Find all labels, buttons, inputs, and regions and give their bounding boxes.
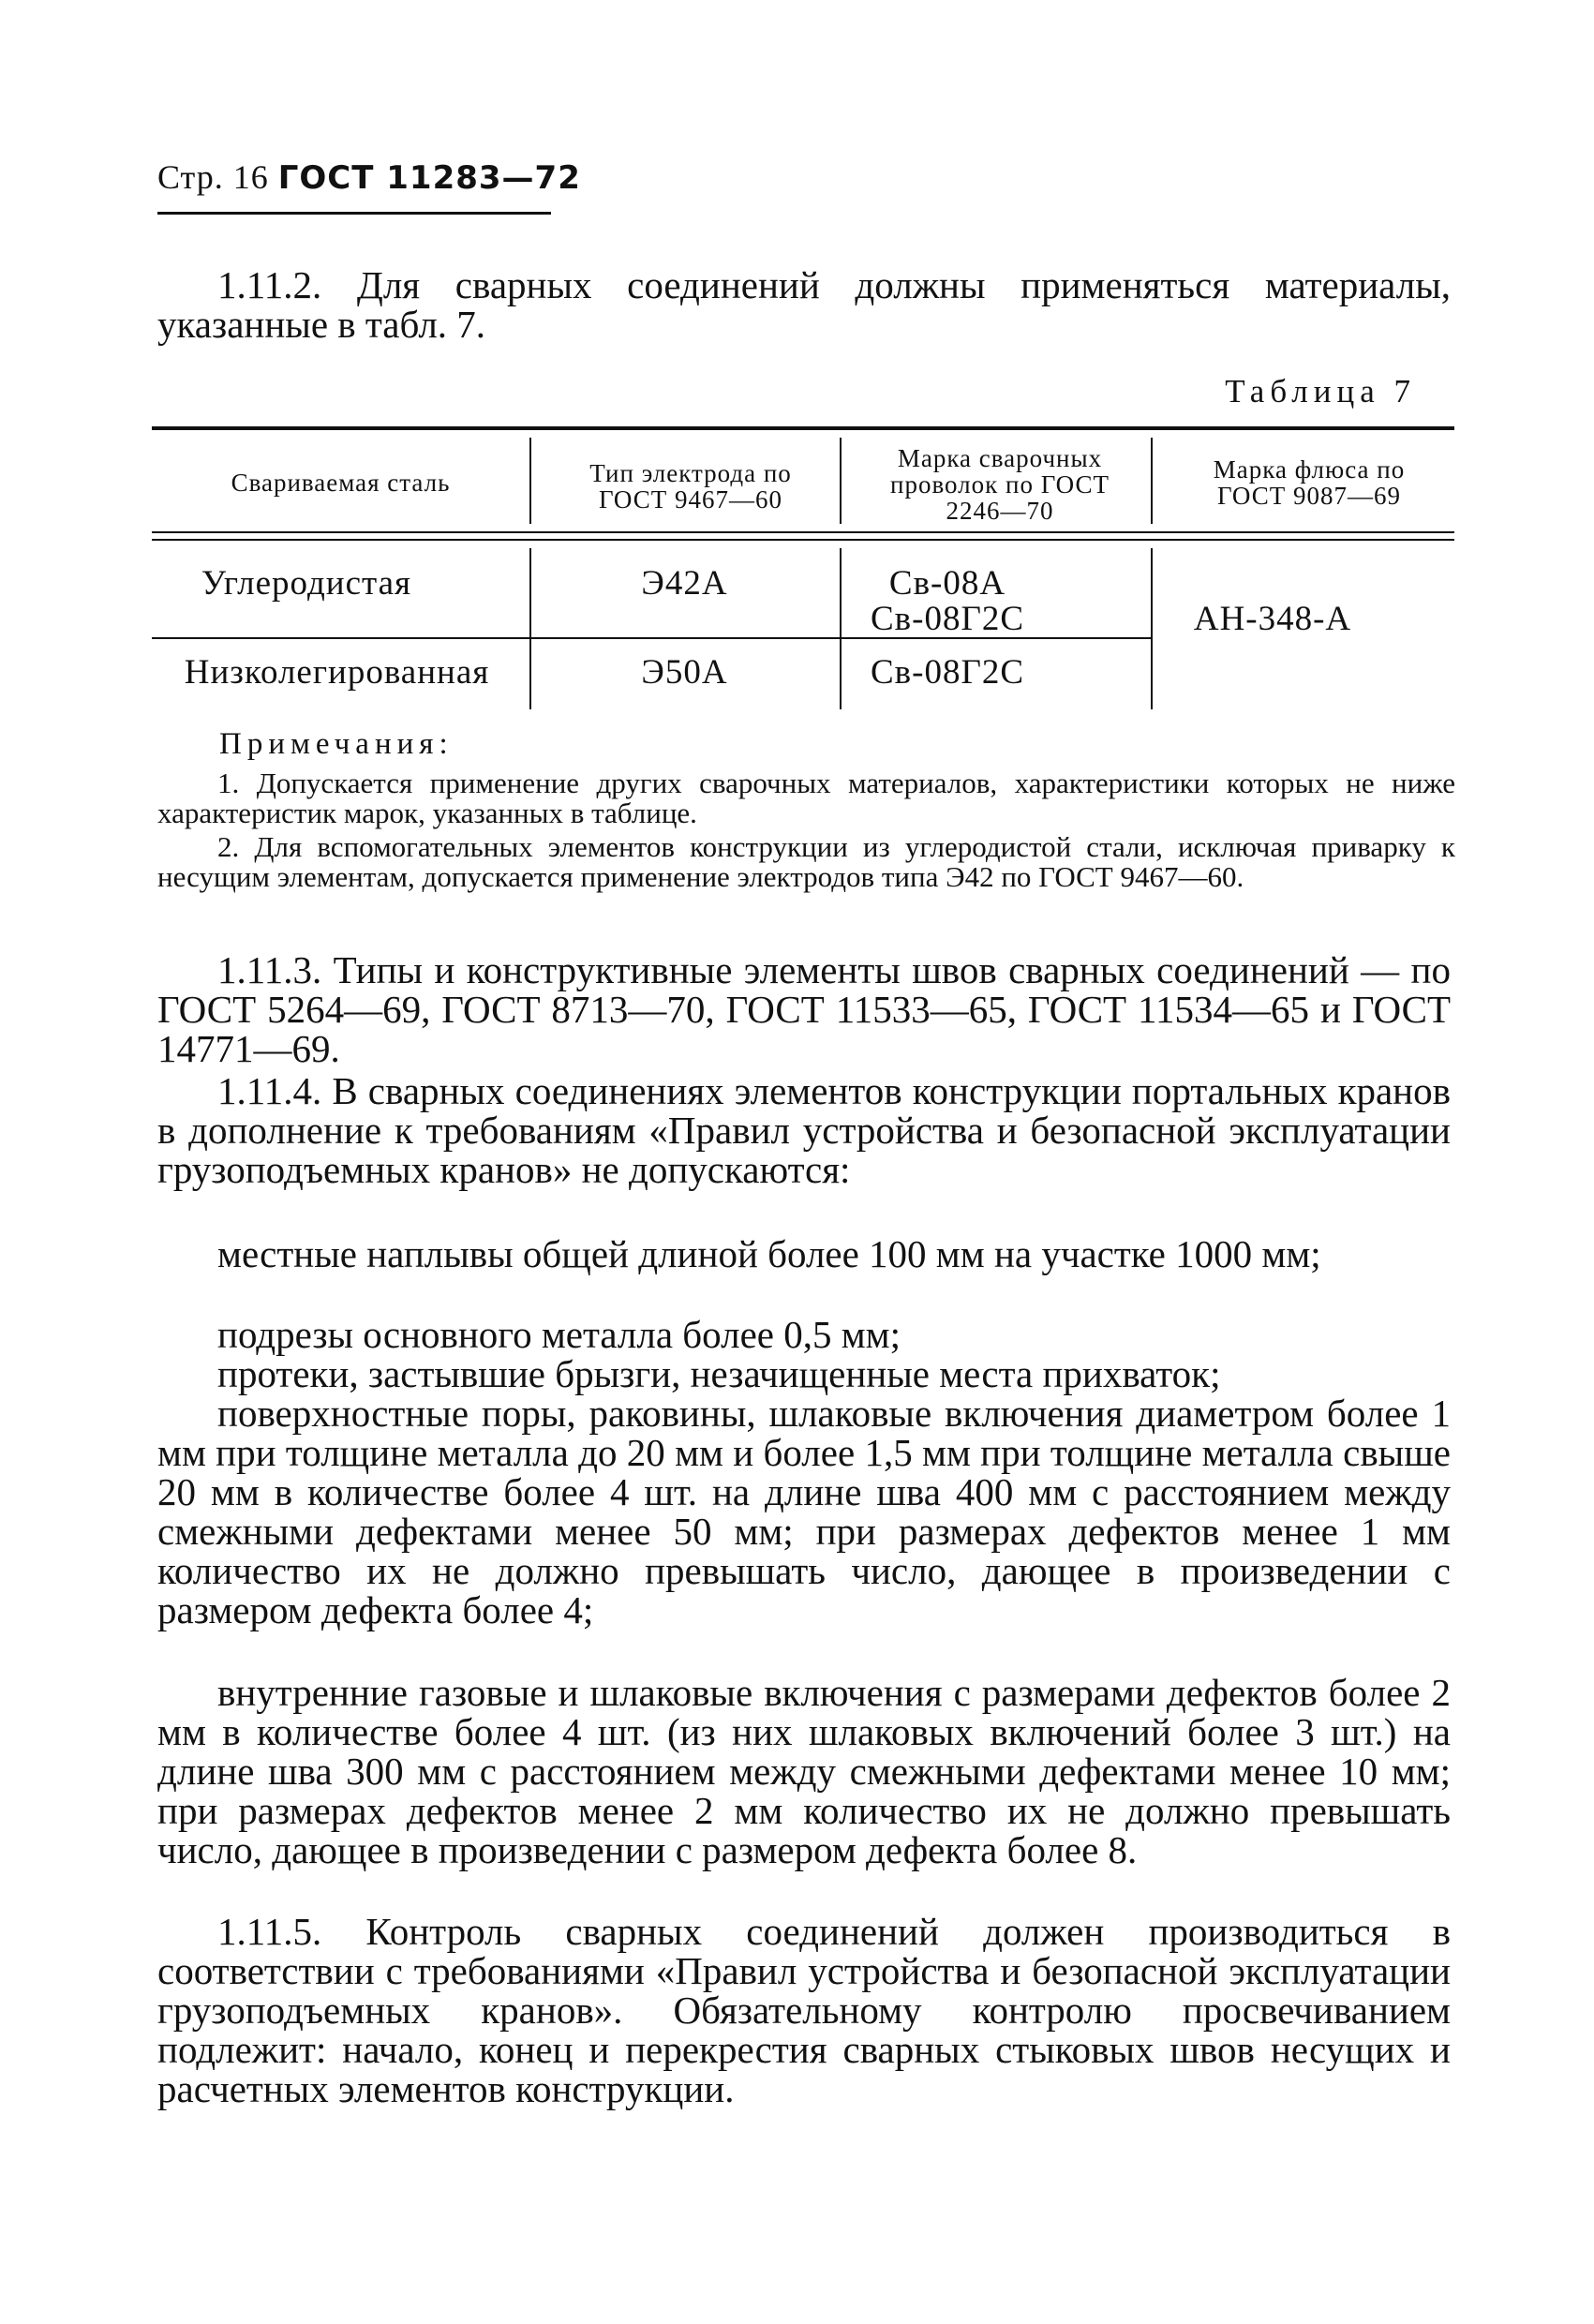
table-header-electrode: Тип электрода по ГОСТ 9467—60 [589,459,792,514]
table-header-wire: Марка сварочных проволок по ГОСТ 2246—70 [890,444,1110,525]
list-item-surface-pores: поверхностные поры, раковины, шлаковые включения диаметром более 1 мм при толщине металла до 20 мм и более 1,5 мм при толщине металла свыше 20 мм в количестве более 4 шт. на длине шва 400 мм с расстоянием между смежными дефектами менее 50 мм; при размерах дефектов менее 1 мм количество их не должно превышать число, дающее в произведении с размером дефекта более 4; [157,1392,1451,1631]
note-2: 2. Для вспомогательных элементов конструкции из углеродистой стали, исключая приварку к несущим элементам, допускается применение электродов типа Э42 по ГОСТ 9467—60. [157,830,1455,893]
paragraph-1-11-2: 1.11.2. Для сварных соединений должны применяться материалы, указанные в табл. 7. [157,263,1451,346]
standard-number: ГОСТ 11283—72 [277,159,581,197]
page-number: Стр. 16 [157,158,269,196]
table-divider [1151,438,1153,524]
table-cell-wire: Св-08Г2С [870,600,1025,638]
table-top-rule [152,426,1454,430]
list-item-undercuts: подрезы основного металла более 0,5 мм; [217,1313,901,1356]
table-cell-wire: Св-08Г2С [870,653,1025,692]
paragraph-1-11-4: 1.11.4. В сварных соединениях элементов конструкции портальных кранов в дополнение к требованиям «Правил устройства и безопасной эксплуатации грузоподъемных кранов» не допускаются: [157,1069,1451,1191]
table-caption: Таблица 7 [1225,373,1416,410]
list-item-overlaps: местные наплывы общей длиной более 100 мм на участке 1000 мм; [217,1232,1321,1275]
list-item-internal-inclusions: внутренние газовые и шлаковые включения с размерами дефектов более 2 мм в количестве более 4 шт. (из них шлаковых включений более 3 шт.) на длине шва 300 мм с расстоянием между смежными дефектами менее 10 мм; при размерах дефектов менее 2 мм количество их не должно превышать число, дающее в произведении с размером дефекта более 8. [157,1671,1451,1871]
table-cell-electrode: Э50А [641,653,728,692]
table-header-rule [152,531,1454,533]
table-divider [529,438,531,524]
header-rule [157,212,551,215]
table-cell-flux: АН-348-А [1193,600,1352,638]
list-item-leaks: протеки, застывшие брызги, незачищенные места прихваток; [217,1352,1221,1395]
table-header-steel: Свариваемая сталь [231,469,451,497]
notes-title: Примечания: [219,727,454,761]
table-divider [840,438,842,524]
table-header-flux: Марка флюса по ГОСТ 9087—69 [1213,455,1406,510]
table-cell-electrode: Э42А [641,564,728,603]
materials-table [152,426,1454,708]
paragraph-1-11-3: 1.11.3. Типы и конструктивные элементы швов сварных соединений — по ГОСТ 5264—69, ГОСТ 8713—70, ГОСТ 11533—65, ГОСТ 11534—65 и ГОСТ 14771—69. [157,948,1451,1070]
page-header [157,157,581,197]
table-cell-wire: Св-08А [888,564,1006,603]
table-header-rule-double [152,539,1454,541]
paragraph-1-11-5: 1.11.5. Контроль сварных соединений должен производиться в соответствии с требованиями «Правил устройства и безопасной эксплуатации грузоподъемных кранов». Обязательному контролю просвечиванием подлежит: начало, конец и перекрестия сварных стыковых швов несущих и расчетных элементов конструкции. [157,1910,1451,2110]
note-1: 1. Допускается применение других сварочных материалов, характеристики которых не ниже характеристик марок, указанных в таблице. [157,767,1455,829]
table-cell-steel: Углеродистая [201,564,412,603]
table-cell-steel: Низколегированная [184,653,490,692]
